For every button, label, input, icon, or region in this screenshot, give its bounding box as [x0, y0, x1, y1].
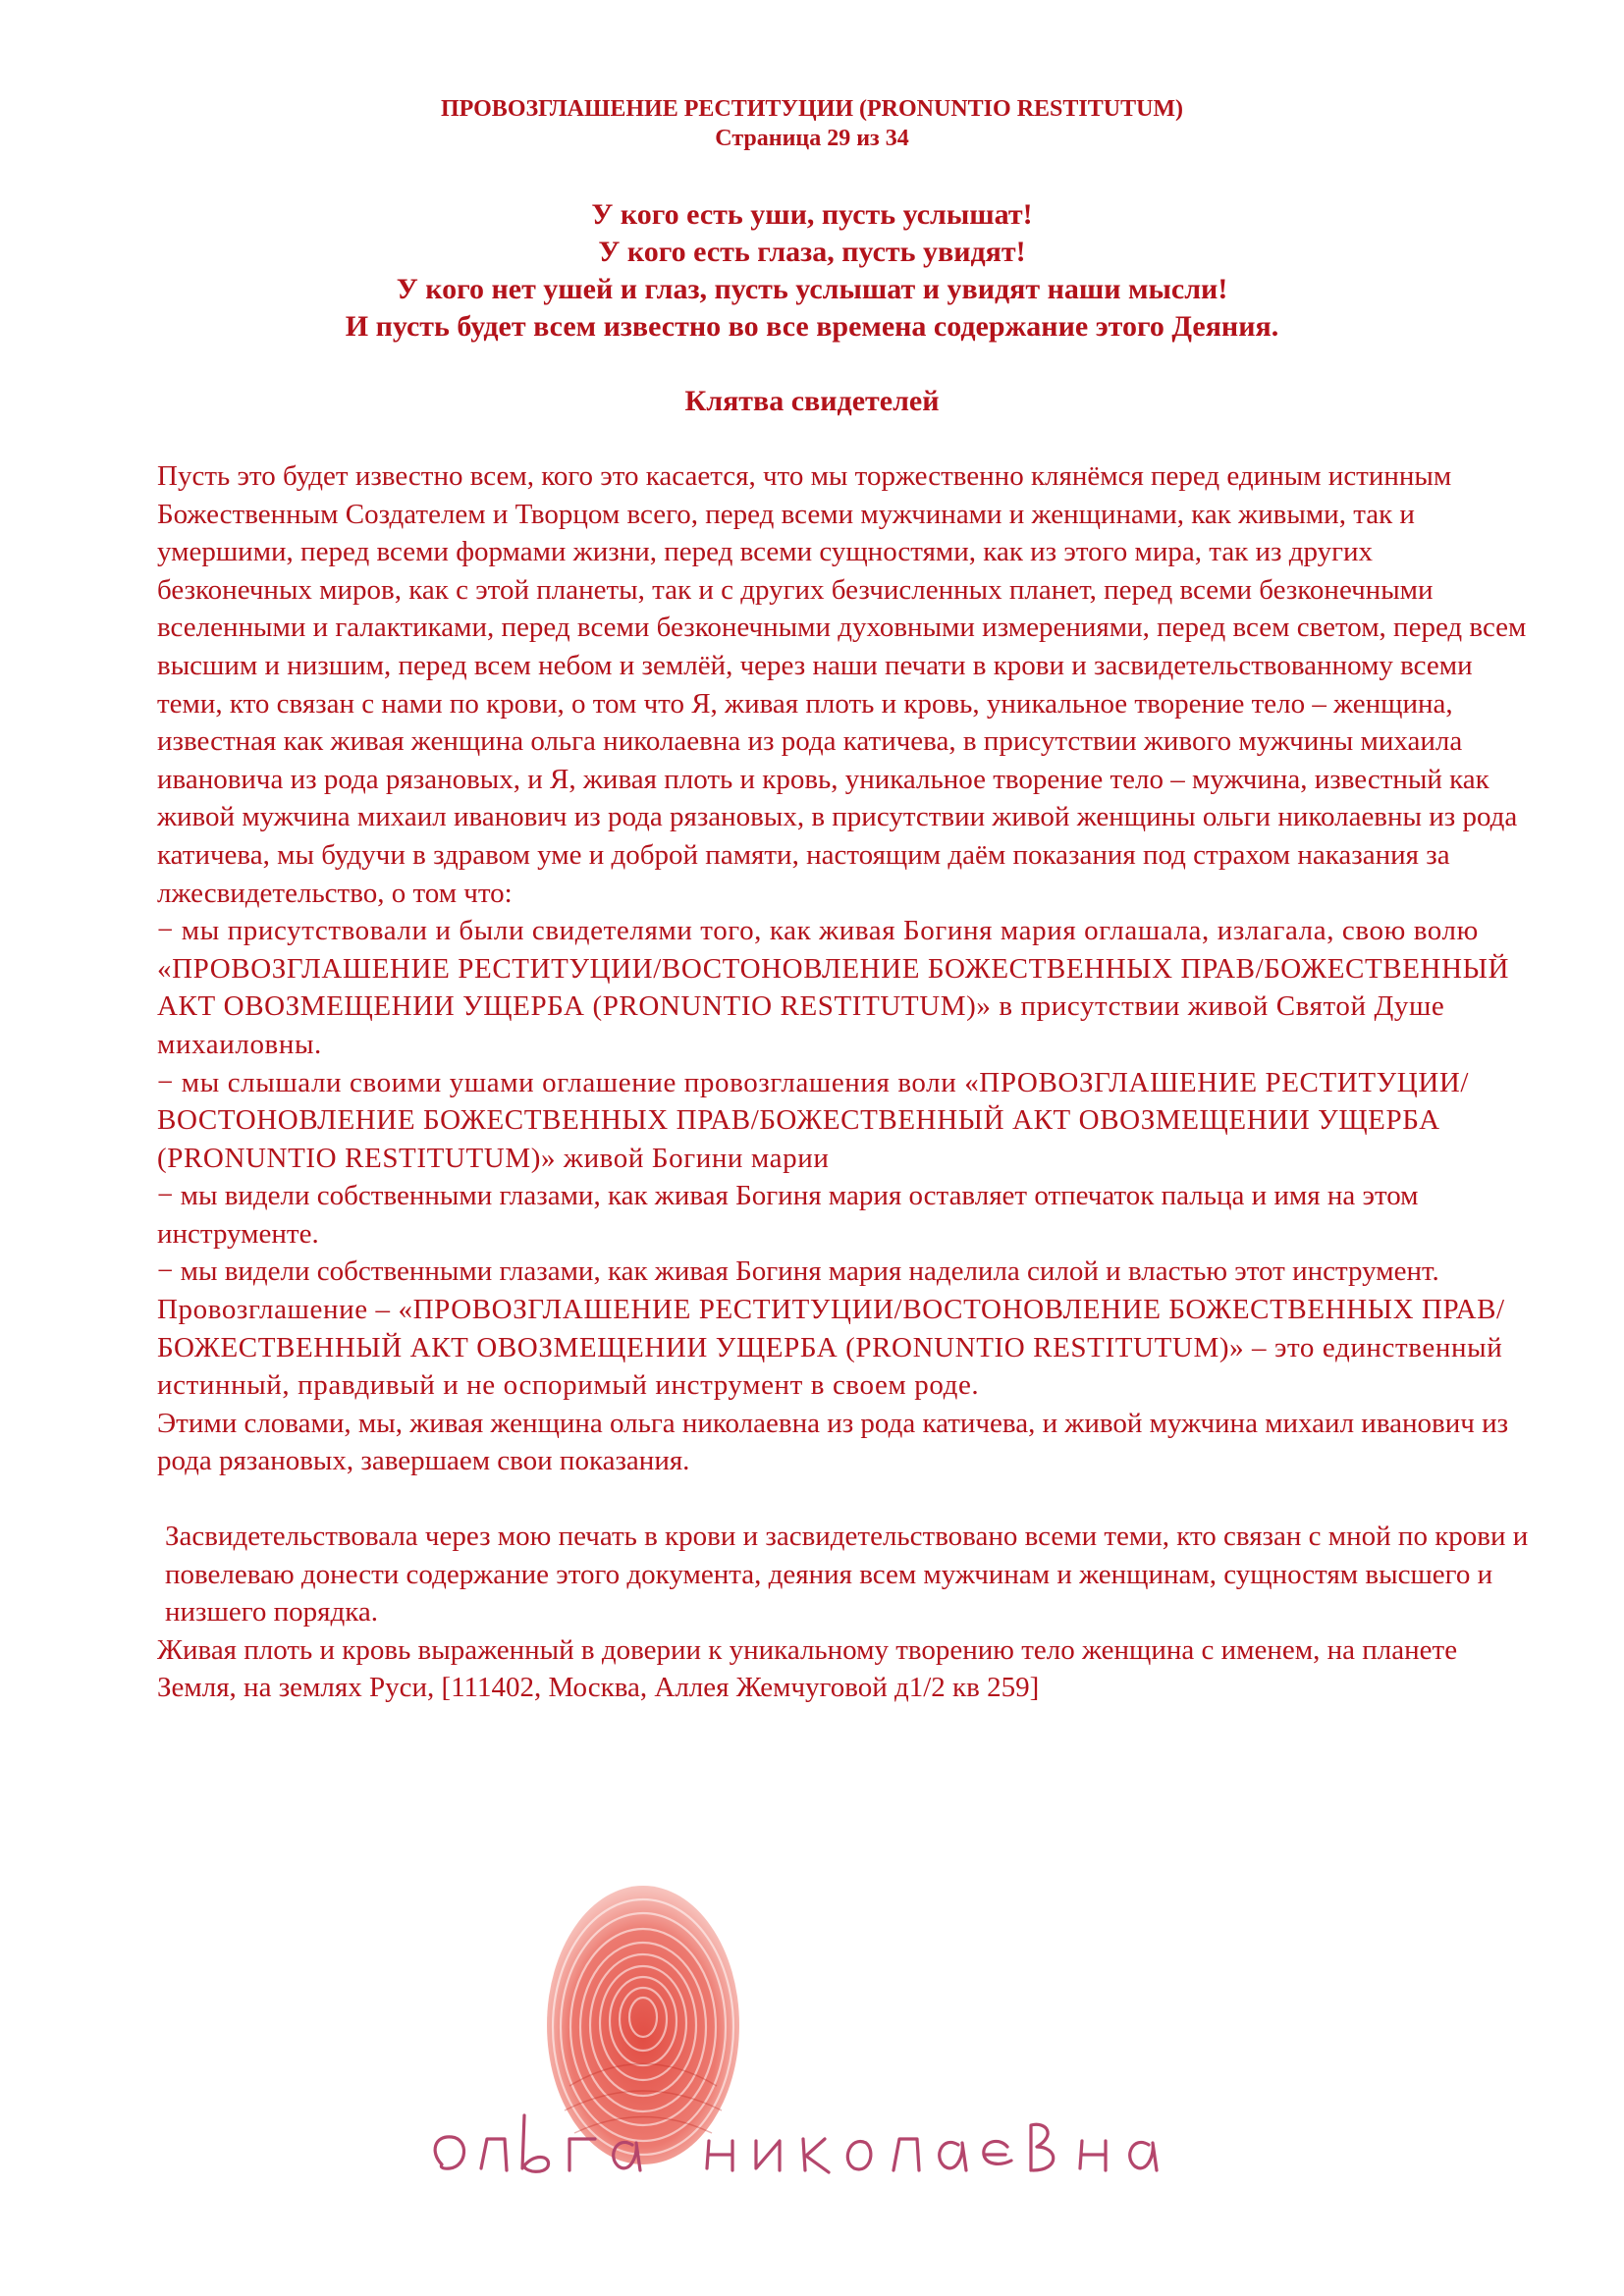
handwritten-signature [422, 2096, 1168, 2204]
oath-bullet: − мы слышали своими ушами оглашение провозглашения воли «ПРОВОЗГЛАШЕНИЕ РЕСТИТУЦИИ/ВОСТОНОВЛЕНИЕ БОЖЕСТВЕННЫХ ПРАВ/БОЖЕСТВЕННЫЙ АКТ ОВОЗМЕЩЕНИИ УЩЕРБА (PRONUNTIO RESTITUTUM)» живой Богини марии [157, 1066, 1470, 1174]
document-title: ПРОВОЗГЛАШЕНИЕ РЕСТИТУЦИИ (PRONUNTIO RESTITUTUM) [440, 96, 1184, 122]
invocation-line: У кого есть глаза, пусть увидят! [598, 236, 1026, 268]
oath-paragraph: Пусть это будет известно всем, кого это касается, что мы торжественно клянёмся перед единым истинным Божественным Создателем и Творцом всего, перед всеми мужчинами и женщинами, как живыми, так и умершими, перед всеми формами жизни, перед всеми сущностями, как из этого мира, так из других безконечных миров, как с этой планеты, так и с других безчисленных планет, перед всеми безконечными вселенными и галактиками, перед всеми безконечными духовными измерениями, перед всем светом, перед всем высшим и низшим, перед всем небом и землёй, через наши печати в крови и засвидетельствованному всеми теми, кто связан с нами по крови, о том что Я, живая плоть и кровь, уникальное творение тело – женщина, известная как живая женщина ольга николаевна из рода катичева, в присутствии живого мужчины михаила ивановича из рода рязановых, и Я, живая плоть и кровь, уникальное творение тело – мужчина, известный как живой мужчина михаил иванович из рода рязановых, в присутствии живой женщины ольги николаевны из рода катичева, мы будучи в здравом уме и доброй памяти, настоящим даём показания под страхом наказания за лжесвидетельство, о том что: [157, 460, 1527, 909]
oath-bullet: − мы присутствовали и были свидетелями того, как живая Богиня мария оглашала, излагала, свою волю «ПРОВОЗГЛАШЕНИЕ РЕСТИТУЦИИ/ВОСТОНОВЛЕНИЕ БОЖЕСТВЕННЫХ ПРАВ/БОЖЕСТВЕННЫЙ АКТ ОВОЗМЕЩЕНИИ УЩЕРБА (PRONUNTIO RESTITUTUM)» в присутствии живой Святой Душе михаиловны. [157, 915, 1510, 1060]
page-number: Страница 29 из 34 [715, 126, 909, 151]
invocation-block [157, 196, 1467, 346]
attestation-paragraph: Засвидетельствовала через мою печать в крови и засвидетельствовано всеми теми, кто связан с мной по крови и повелеваю донести содержание этого документа, деяния всем мужчинам и женщинам, сущностям высшего и низшего порядка. [165, 1521, 1529, 1629]
oath-bullet: − мы видели собственными глазами, как живая Богиня мария наделила силой и властью этот инструмент. [157, 1255, 1439, 1288]
paragraph-gap [157, 1480, 1532, 1518]
invocation-line: И пусть будет всем известно во все времена содержание этого Деяния. [345, 310, 1279, 343]
oath-paragraph: Этими словами, мы, живая женщина ольга николаевна из рода катичева, и живой мужчина михаил иванович из рода рязановых, завершаем свои показания. [157, 1407, 1509, 1477]
attestation-paragraph: Живая плоть и кровь выраженный в доверии к уникальному творению тело женщина с именем, на планете Земля, на землях Руси, [111402, Москва, Аллея Жемчуговой д1/2 кв 259] [157, 1633, 1458, 1704]
oath-paragraph: Провозглашение – «ПРОВОЗГЛАШЕНИЕ РЕСТИТУЦИИ/ВОСТОНОВЛЕНИЕ БОЖЕСТВЕННЫХ ПРАВ/БОЖЕСТВЕННЫЙ АКТ ОВОЗМЕЩЕНИИ УЩЕРБА (PRONUNTIO RESTITUTUM)» – это единственный истинный, правдивый и не оспоримый инструмент в своем роде. [157, 1294, 1505, 1402]
document-header [157, 94, 1467, 153]
oath-bullet: − мы видели собственными глазами, как живая Богиня мария оставляет отпечаток пальца и имя на этом инструменте. [157, 1180, 1419, 1250]
document-body [157, 457, 1532, 1707]
invocation-line: У кого есть уши, пусть услышат! [591, 198, 1033, 231]
section-title: Клятва свидетелей [684, 385, 940, 417]
invocation-line: У кого нет ушей и глаз, пусть услышат и увидят наши мысли! [396, 273, 1228, 305]
